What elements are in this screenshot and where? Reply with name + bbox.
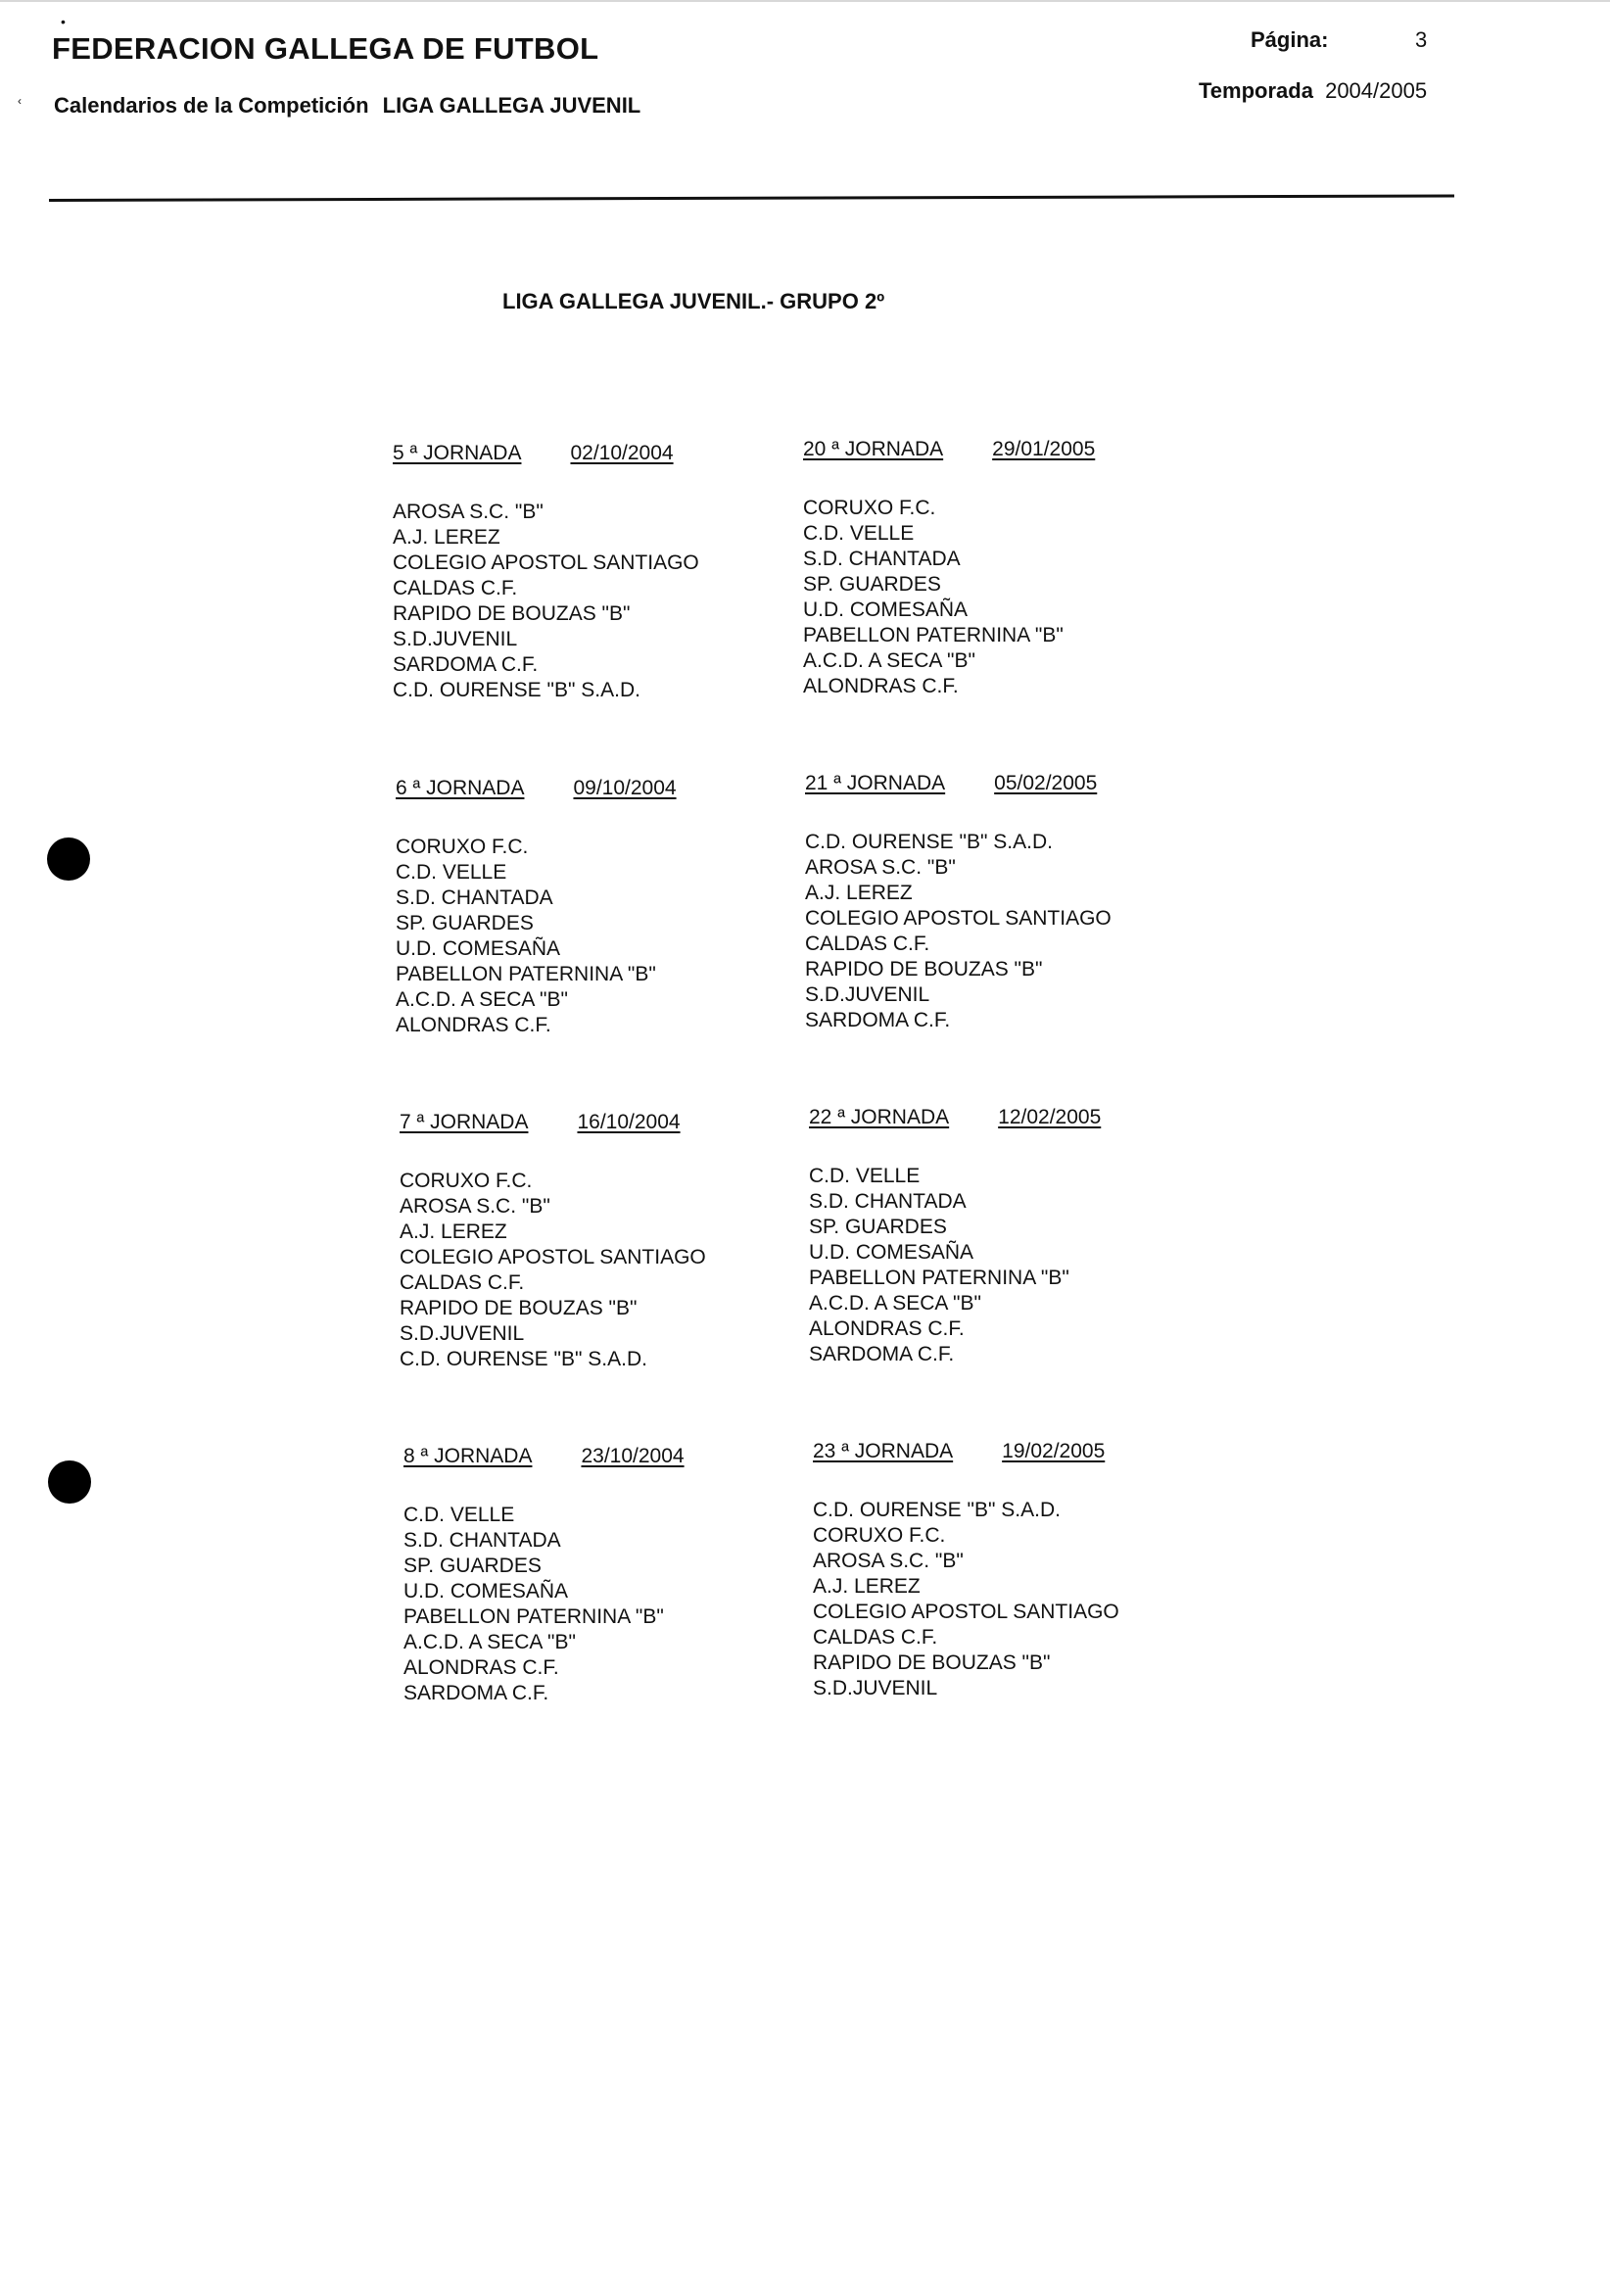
team-name: C.D. OURENSE "B" S.A.D.: [813, 1499, 1061, 1521]
jornada-header: [393, 441, 699, 466]
jornada-title: 6 ª JORNADA: [396, 777, 525, 799]
team-name: C.D. OURENSE "B" S.A.D.: [393, 679, 640, 701]
team-name: SARDOMA C.F.: [805, 1009, 951, 1031]
jornada-header: [403, 1444, 685, 1469]
scan-mark: •: [61, 14, 66, 29]
jornada-title: 22 ª JORNADA: [809, 1106, 950, 1128]
team-name: S.D.JUVENIL: [393, 628, 518, 650]
jornada-block: [403, 1444, 685, 1706]
team-name: U.D. COMESAÑA: [803, 598, 969, 621]
jornada-header: [813, 1439, 1119, 1464]
jornada-block: [803, 437, 1095, 699]
jornada-title: 21 ª JORNADA: [805, 772, 946, 794]
team-name: SARDOMA C.F.: [393, 653, 539, 676]
team-name: S.D. CHANTADA: [396, 886, 553, 909]
jornada-title: 5 ª JORNADA: [393, 442, 522, 464]
team-name: PABELLON PATERNINA "B": [403, 1605, 664, 1628]
team-name: A.J. LEREZ: [400, 1220, 507, 1243]
team-name: U.D. COMESAÑA: [403, 1580, 569, 1602]
jornada-date: 23/10/2004: [581, 1445, 685, 1467]
team-name: S.D.JUVENIL: [813, 1677, 938, 1699]
team-name: SARDOMA C.F.: [809, 1343, 955, 1365]
team-name: SP. GUARDES: [403, 1555, 542, 1577]
page-number: 3: [1415, 27, 1428, 52]
team-name: A.C.D. A SECA "B": [403, 1631, 576, 1653]
jornada-date: 02/10/2004: [570, 442, 674, 464]
header-divider: [49, 194, 1454, 202]
team-list: [803, 496, 1095, 699]
organization-title: FEDERACION GALLEGA DE FUTBOL: [52, 31, 599, 66]
team-name: S.D. CHANTADA: [809, 1190, 967, 1213]
team-name: U.D. COMESAÑA: [396, 937, 561, 960]
team-name: CORUXO F.C.: [400, 1170, 533, 1192]
team-name: CALDAS C.F.: [400, 1271, 525, 1294]
team-name: PABELLON PATERNINA "B": [803, 624, 1064, 646]
subtitle-text: Calendarios de la Competición: [54, 93, 369, 118]
jornada-date: 05/02/2005: [994, 772, 1098, 794]
page-label: Página:: [1251, 27, 1329, 52]
punch-hole: [47, 837, 90, 881]
team-name: PABELLON PATERNINA "B": [396, 963, 656, 985]
team-name: S.D. CHANTADA: [403, 1529, 561, 1552]
team-name: A.J. LEREZ: [393, 526, 500, 549]
season-value: 2004/2005: [1325, 78, 1428, 103]
team-name: S.D.JUVENIL: [400, 1322, 525, 1345]
team-name: C.D. OURENSE "B" S.A.D.: [400, 1348, 647, 1370]
team-name: RAPIDO DE BOUZAS "B": [393, 602, 631, 625]
team-name: ALONDRAS C.F.: [403, 1656, 559, 1679]
jornada-header: [396, 776, 677, 801]
jornada-title: 8 ª JORNADA: [403, 1445, 533, 1467]
season-label: Temporada: [1199, 78, 1313, 103]
team-list: [809, 1164, 1101, 1367]
calendar-subtitle: [54, 93, 640, 119]
jornada-block: [400, 1110, 706, 1372]
team-name: S.D.JUVENIL: [805, 983, 930, 1006]
scan-mark: ‹: [18, 94, 22, 108]
team-name: RAPIDO DE BOUZAS "B": [805, 958, 1043, 981]
jornada-header: [809, 1105, 1101, 1130]
team-list: [813, 1498, 1119, 1701]
team-name: AROSA S.C. "B": [805, 856, 956, 879]
jornada-date: 19/02/2005: [1002, 1440, 1106, 1462]
jornada-header: [400, 1110, 706, 1135]
team-name: C.D. VELLE: [403, 1504, 515, 1526]
team-name: ALONDRAS C.F.: [803, 675, 959, 697]
team-name: COLEGIO APOSTOL SANTIAGO: [393, 551, 699, 574]
team-name: A.C.D. A SECA "B": [396, 988, 568, 1011]
team-name: AROSA S.C. "B": [393, 501, 544, 523]
team-name: SP. GUARDES: [809, 1216, 947, 1238]
team-name: CORUXO F.C.: [396, 836, 529, 858]
jornada-block: [813, 1439, 1119, 1701]
jornada-block: [396, 776, 677, 1038]
jornada-title: 23 ª JORNADA: [813, 1440, 954, 1462]
jornada-block: [393, 441, 699, 703]
jornada-date: 29/01/2005: [992, 438, 1096, 460]
jornada-date: 09/10/2004: [573, 777, 677, 799]
team-name: COLEGIO APOSTOL SANTIAGO: [813, 1601, 1119, 1623]
team-name: U.D. COMESAÑA: [809, 1241, 974, 1264]
team-list: [403, 1503, 685, 1706]
team-name: C.D. VELLE: [396, 861, 507, 884]
team-name: CORUXO F.C.: [803, 497, 936, 519]
jornada-title: 20 ª JORNADA: [803, 438, 944, 460]
team-name: COLEGIO APOSTOL SANTIAGO: [805, 907, 1112, 930]
team-list: [396, 835, 677, 1038]
jornada-block: [809, 1105, 1101, 1367]
team-name: A.C.D. A SECA "B": [809, 1292, 981, 1315]
team-name: COLEGIO APOSTOL SANTIAGO: [400, 1246, 706, 1268]
team-name: CALDAS C.F.: [813, 1626, 938, 1649]
team-name: CALDAS C.F.: [805, 933, 930, 955]
team-name: CORUXO F.C.: [813, 1524, 946, 1547]
team-list: [393, 500, 699, 703]
team-name: C.D. OURENSE "B" S.A.D.: [805, 831, 1053, 853]
team-name: CALDAS C.F.: [393, 577, 518, 599]
season: [1199, 78, 1427, 104]
competition-name: LIGA GALLEGA JUVENIL: [382, 93, 641, 118]
team-name: A.J. LEREZ: [813, 1575, 921, 1598]
jornada-date: 16/10/2004: [577, 1111, 681, 1133]
team-name: A.J. LEREZ: [805, 882, 913, 904]
jornada-header: [805, 771, 1112, 796]
page-top-edge: [0, 0, 1610, 2]
team-name: RAPIDO DE BOUZAS "B": [813, 1651, 1051, 1674]
jornada-header: [803, 437, 1095, 462]
team-name: C.D. VELLE: [803, 522, 915, 545]
team-name: ALONDRAS C.F.: [809, 1317, 965, 1340]
group-title: LIGA GALLEGA JUVENIL.- GRUPO 2º: [502, 289, 885, 313]
team-name: ALONDRAS C.F.: [396, 1014, 551, 1036]
team-name: AROSA S.C. "B": [813, 1550, 964, 1572]
team-name: C.D. VELLE: [809, 1165, 921, 1187]
jornada-date: 12/02/2005: [998, 1106, 1102, 1128]
team-list: [805, 830, 1112, 1033]
jornada-title: 7 ª JORNADA: [400, 1111, 529, 1133]
team-name: RAPIDO DE BOUZAS "B": [400, 1297, 638, 1319]
team-name: AROSA S.C. "B": [400, 1195, 550, 1218]
jornada-block: [805, 771, 1112, 1033]
team-name: SP. GUARDES: [803, 573, 941, 596]
team-name: A.C.D. A SECA "B": [803, 649, 975, 672]
team-name: S.D. CHANTADA: [803, 548, 961, 570]
team-name: PABELLON PATERNINA "B": [809, 1267, 1069, 1289]
team-name: SP. GUARDES: [396, 912, 534, 934]
team-name: SARDOMA C.F.: [403, 1682, 549, 1704]
punch-hole: [48, 1460, 91, 1504]
team-list: [400, 1169, 706, 1372]
